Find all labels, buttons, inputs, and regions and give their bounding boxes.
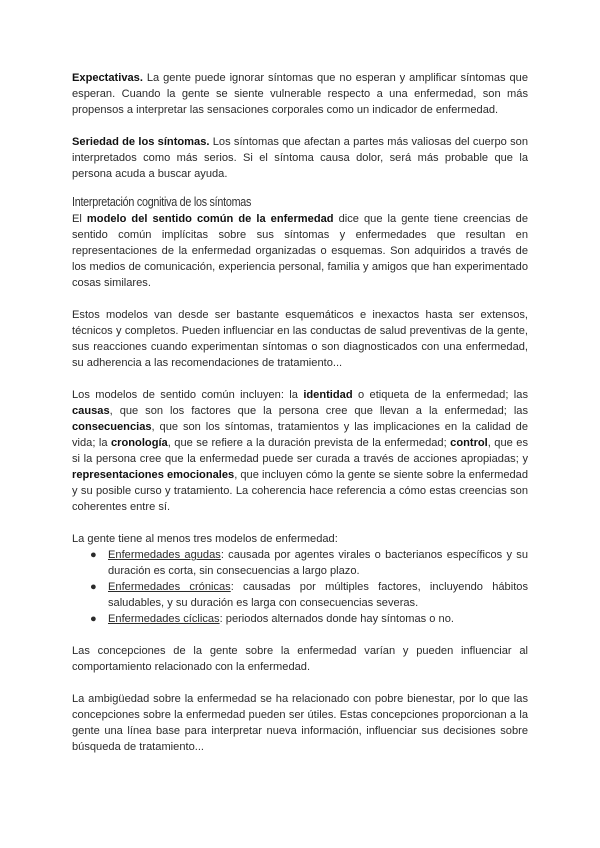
bullet-icon: ● bbox=[90, 581, 97, 593]
bullet-icon: ● bbox=[90, 613, 97, 625]
bullet-icon: ● bbox=[90, 549, 97, 561]
document-page bbox=[72, 70, 528, 755]
list-item: ● Enfermedades agudas: causada por agentes virales o bacterianos específicos y su duración es corta, sin consecuencias a largo plazo. bbox=[90, 549, 528, 577]
term-expectativas: Expectativas. bbox=[72, 72, 143, 84]
list-item: ● Enfermedades crónicas: causadas por múltiples factores, incluyendo hábitos saludables, y su duración es larga con consecuencias severas. bbox=[90, 581, 528, 609]
illness-models-list bbox=[72, 547, 528, 627]
paragraph-tres-modelos: La gente tiene al menos tres modelos de enfermedad: bbox=[72, 533, 338, 545]
paragraph-seriedad: Seriedad de los síntomas. Los síntomas que afectan a partes más valiosas del cuerpo son interpretados como más serios. Si el síntoma causa dolor, será más probable que la persona acuda a buscar ayuda. bbox=[72, 136, 528, 180]
term-seriedad: Seriedad de los síntomas. bbox=[72, 136, 210, 148]
section-heading: Interpretación cognitiva de los síntomas bbox=[72, 195, 252, 209]
list-item: ● Enfermedades cíclicas: periodos alternados donde hay síntomas o no. bbox=[90, 613, 454, 625]
paragraph-estos-modelos: Estos modelos van desde ser bastante esquemáticos e inexactos hasta ser extensos, técnicos y completos. Pueden influenciar en las conductas de salud preventivas de la gente, sus reacciones cuando experimentan síntomas o son diagnosticados con una enfermedad, su adherencia a las recomendaciones de tratamiento... bbox=[72, 309, 528, 369]
paragraph-incluyen: Los modelos de sentido común incluyen: la identidad o etiqueta de la enfermedad; las causas, que son los factores que la persona cree que llevan a la enfermedad; las consecuencias, que son los síntomas, tratamientos y las implicaciones en la calidad de vida; la cronología, que se refiere a la duración prevista de la enfermedad; control, que es si la persona cree que la enfermedad puede ser curada a través de acciones apropiadas; y representaciones emocionales, que incluyen cómo la gente se siente sobre la enfermedad y su posible curso y tratamiento. La coherencia hace referencia a cómo estas creencias son coherentes entre sí. bbox=[72, 389, 529, 513]
paragraph-concepciones: Las concepciones de la gente sobre la enfermedad varían y pueden influenciar al comportamiento relacionado con la enfermedad. bbox=[72, 645, 528, 673]
term-modelo: modelo del sentido común de la enfermedad bbox=[86, 213, 334, 225]
paragraph-ambiguedad: La ambigüedad sobre la enfermedad se ha relacionado con pobre bienestar, por lo que las concepciones sobre la enfermedad pueden ser útiles. Estas concepciones proporcionan a la gente una línea base para interpretar nueva información, influenciar sus decisiones sobre búsqueda de tratamiento... bbox=[72, 693, 528, 753]
paragraph-expectativas: Expectativas. La gente puede ignorar síntomas que no esperan y amplificar síntomas que esperan. Cuando la gente se siente vulnerable respecto a una enfermedad, son más propensos a interpretar las sensaciones corporales como un indicador de enfermedad. bbox=[72, 72, 528, 116]
paragraph-modelo: El modelo del sentido común de la enfermedad dice que la gente tiene creencias de sentido común implícitas sobre sus síntomas y enfermedades que resultan en representaciones de la enfermedad organizadas o esquemas. Son adquiridos a través de los medios de comunicación, experiencia personal, familia y amigos que han experimentado cosas similares. bbox=[72, 213, 529, 289]
